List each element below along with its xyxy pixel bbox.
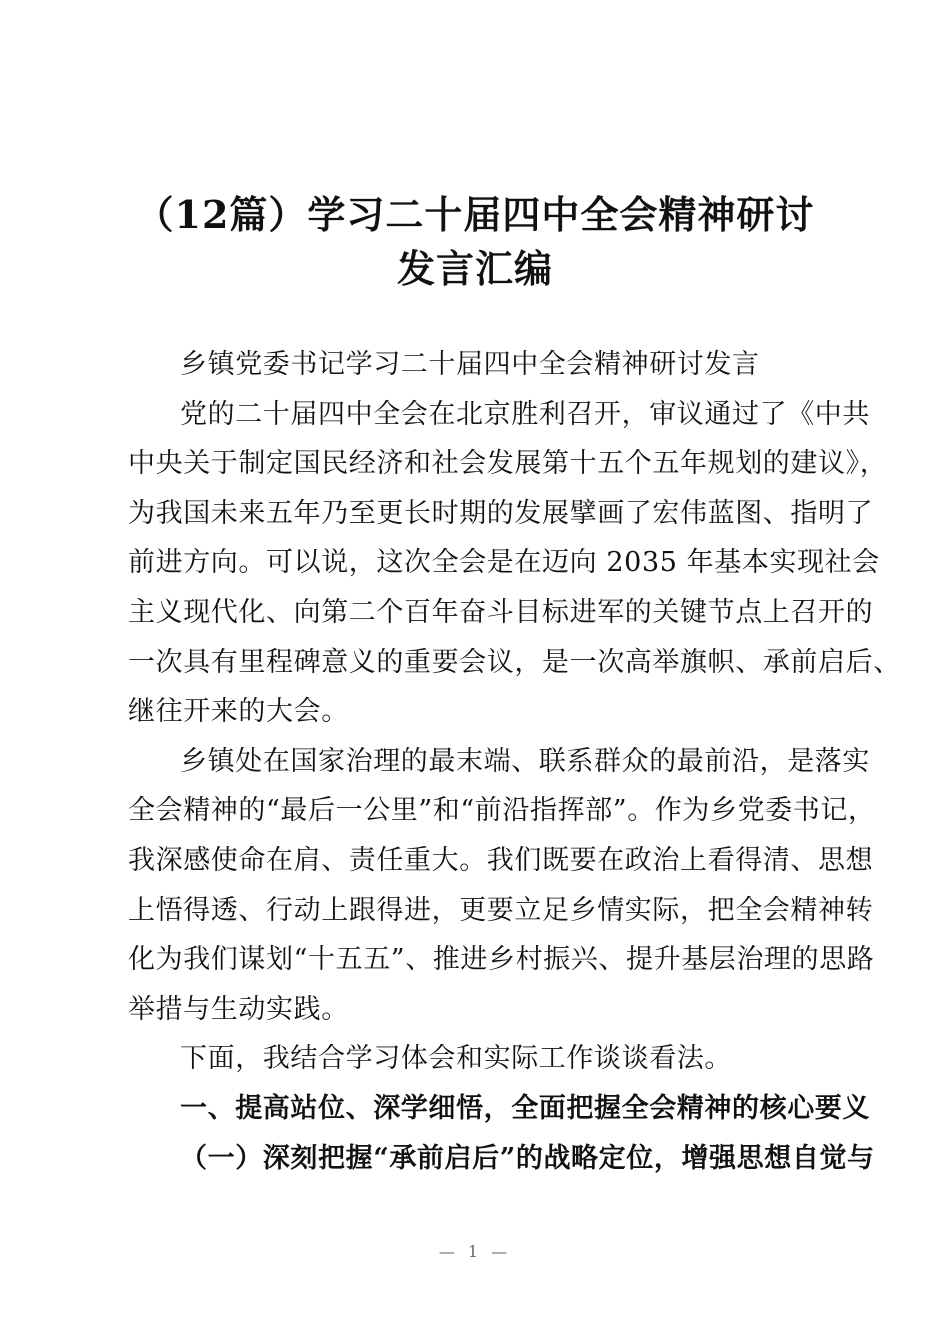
paragraph-2-line: 上悟得透、行动上跟得进，更要立足乡情实际，把全会精神转 (128, 894, 874, 926)
document-title-line-2: 发言汇编 (396, 246, 553, 291)
speech-subtitle: 乡镇党委书记学习二十届四中全会精神研讨发言 (180, 349, 760, 380)
paragraph-1-line: 为我国未来五年乃至更长时期的发展擘画了宏伟蓝图、指明了 (128, 497, 874, 529)
paragraph-1-line: 主义现代化、向第二个百年奋斗目标进军的关键节点上召开的 (128, 596, 874, 628)
paragraph-1-line: 前进方向。可以说，这次全会是在迈向 2035 年基本实现社会 (128, 547, 880, 579)
subsection-heading-1: （一）深刻把握“承前启后”的战略定位，增强思想自觉与 (180, 1142, 875, 1174)
paragraph-2-line: 举措与生动实践。 (128, 993, 349, 1025)
paragraph-2-line: 化为我们谋划“十五五”、推进乡村振兴、提升基层治理的思路 (128, 944, 875, 976)
page-number: — 1 — (438, 1242, 512, 1261)
paragraph-1-line: 党的二十届四中全会在北京胜利召开，审议通过了《中共 (180, 398, 870, 430)
section-heading-1: 一、提高站位、深学细悟，全面把握全会精神的核心要义 (180, 1092, 870, 1124)
paragraph-2-line: 乡镇处在国家治理的最末端、联系群众的最前沿，是落实 (180, 745, 870, 777)
paragraph-1-line: 继往开来的大会。 (128, 696, 349, 728)
paragraph-3: 下面，我结合学习体会和实际工作谈谈看法。 (180, 1043, 732, 1075)
paragraph-2-line: 全会精神的“最后一公里”和“前沿指挥部”。作为乡党委书记， (128, 795, 876, 827)
paragraph-2-line: 我深感使命在肩、责任重大。我们既要在政治上看得清、思想 (128, 844, 874, 876)
document-body (128, 340, 901, 1183)
paragraph-1-line: 一次具有里程碑意义的重要会议，是一次高举旗帜、承前启后、 (128, 646, 901, 678)
paragraph-1-line: 中央关于制定国民经济和社会发展第十五个五年规划的建议》， (128, 448, 888, 480)
document-title-line-1: （12篇）学习二十届四中全会精神研讨 (135, 192, 815, 237)
